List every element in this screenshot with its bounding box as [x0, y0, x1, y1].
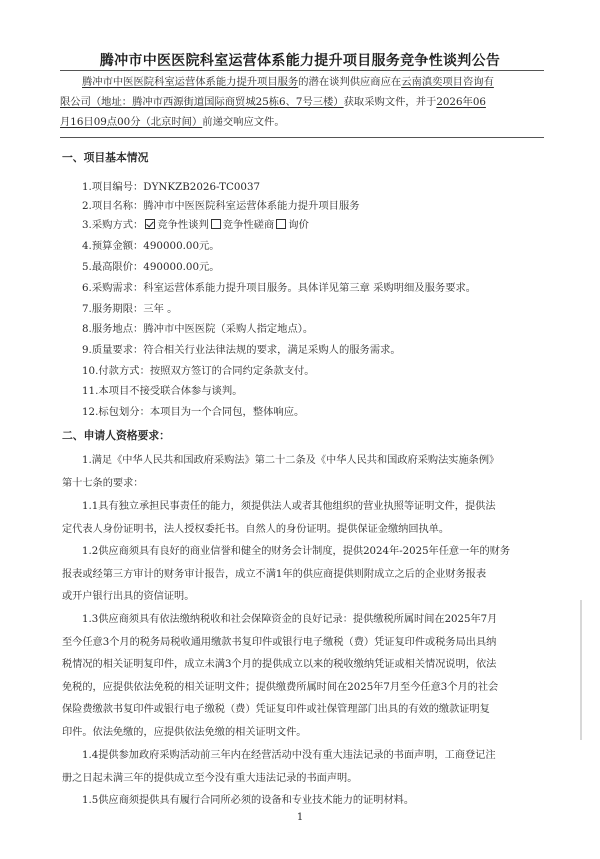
info-item: 5.最高限价：490000.00元。 — [82, 261, 220, 273]
paragraph-line: 至今任意3个月的税务局税收通用缴款书复印件或银行电子缴税（费）凭证复印件或税务局出具纳 — [62, 636, 497, 648]
info-item: 1.项目编号：DYNKZB2026-TC0037 — [82, 181, 261, 193]
intro-text: 获取采购文件，并于 — [343, 96, 437, 108]
requirement-paragraph — [62, 790, 548, 813]
paragraph-line: 保险费缴款书复印件或银行电子缴税（费）凭证复印件或社保管理部门出具的有效的缴款证明复 — [62, 704, 490, 716]
info-item: 6.采购需求：科室运营体系能力提升项目服务。具体详见第三章 采购明细及服务要求。 — [82, 282, 477, 294]
paragraph-line: 1.1具有独立承担民事责任的能力，须提供法人或者其他组织的营业执照等证明文件，提供法 — [82, 501, 496, 512]
empty-box-icon — [211, 219, 221, 229]
info-item: 10.付款方式：按照双方签订的合同约定条款支付。 — [82, 365, 315, 377]
requirement-paragraph — [62, 609, 548, 745]
title-rule-top — [60, 70, 544, 71]
info-item: 9.质量要求：符合相关行业法律法规的要求，满足采购人的服务需求。 — [82, 344, 401, 356]
requirement-paragraph — [62, 541, 548, 609]
empty-box-icon — [276, 219, 286, 229]
method-option: 询价 — [288, 219, 309, 231]
info-item: 4.预算金额：490000.00元。 — [82, 240, 220, 252]
paragraph-line: 印件。依法免缴的，应提供依法免缴的相关证明文件。 — [62, 726, 307, 738]
paragraph-line: 1.2供应商须具有良好的商业信誉和健全的财务会计制度，提供2024年-2025年任意一年的财务 — [82, 546, 511, 557]
intro-paragraph — [60, 72, 544, 132]
intro-deadline: 2026年06 — [436, 96, 486, 108]
requirement-paragraph — [62, 496, 548, 541]
title-rule-bottom — [60, 137, 544, 138]
intro-project-name: 腾冲市中医医院科室运营体系能力提升项目服务 — [82, 76, 299, 88]
paragraph-line: 税情况的相关证明复印件，成立未满3个月的提供成立以来的税收缴纳凭证或相关情况说明，依法 — [62, 659, 497, 671]
paragraph-line: 定代表人身份证明书，法人授权委托书。自然人的身份证明。提供保证金缴纳回执单。 — [62, 523, 450, 535]
paragraph-line: 1.3供应商须具有依法缴纳税收和社会保障资金的良好记录：提供缴税所属时间在2025年7月 — [82, 614, 498, 625]
paragraph-line: 或开户银行出具的资信证明。 — [62, 591, 195, 603]
checked-box-icon — [145, 219, 155, 229]
info-item: 2.项目名称：腾冲市中医医院科室运营体系能力提升项目服务 — [82, 200, 360, 212]
paragraph-line: 报表或经第三方审计的财务审计报告，成立不满1年的供应商提供则附成立之后的企业财务报表 — [62, 568, 487, 580]
paragraph-line: 1.满足《中华人民共和国政府采购法》第二十二条及《中华人民共和国政府采购法实施条例》 — [82, 455, 500, 466]
procurement-method-label: 3.采购方式： — [82, 219, 144, 231]
section-heading: 一、项目基本情况 — [62, 151, 149, 164]
page-title: 腾冲市中医医院科室运营体系能力提升项目服务竞争性谈判公告 — [99, 53, 501, 69]
page-number: 1 — [296, 812, 304, 823]
method-option: 竞争性磋商 — [222, 219, 275, 231]
paragraph-line: 1.5供应商须提供具有履行合同所必须的设备和专业技术能力的证明材料。 — [82, 795, 415, 806]
intro-text: 的潜在谈判供应商应在 — [298, 76, 402, 88]
info-item: 11.本项目不接受联合体参与谈判。 — [82, 385, 243, 397]
info-item: 8.服务地点：腾冲市中医医院（采购人指定地点）。 — [82, 323, 314, 335]
requirement-paragraph — [62, 745, 548, 790]
intro-agency-address: 限公司（地址：腾冲市西源街道国际商贸城25栋6、7号三楼） — [60, 96, 344, 108]
intro-agency: 云南滇奕项目咨询有 — [401, 76, 494, 88]
paragraph-line: 免税的，应提供依法免税的相关证明文件；提供缴费所属时间在2025年7月至今任意3个月的社会 — [62, 681, 499, 693]
paragraph-line: 1.4提供参加政府采购活动前三年内在经营活动中没有重大违法记录的书面声明，工商登记注 — [82, 750, 496, 761]
intro-deadline-time: 月16日09点00分（北京时间） — [60, 116, 203, 128]
method-option: 竞争性谈判 — [157, 219, 209, 231]
info-item: 12.标包划分：本项目为一个合同包，整体响应。 — [82, 406, 305, 418]
scan-edge-shadow — [580, 600, 582, 740]
paragraph-line: 第十七条的要求： — [62, 477, 144, 489]
requirement-paragraph — [62, 450, 548, 495]
intro-text: 前递交响应文件。 — [202, 116, 285, 128]
section-heading: 二、申请人资格要求： — [62, 429, 170, 442]
procurement-method — [82, 216, 309, 231]
paragraph-line: 册之日起未满三年的提供成立至今没有重大违法记录的书面声明。 — [62, 772, 358, 784]
info-item: 7.服务期限：三年 。 — [82, 303, 178, 315]
